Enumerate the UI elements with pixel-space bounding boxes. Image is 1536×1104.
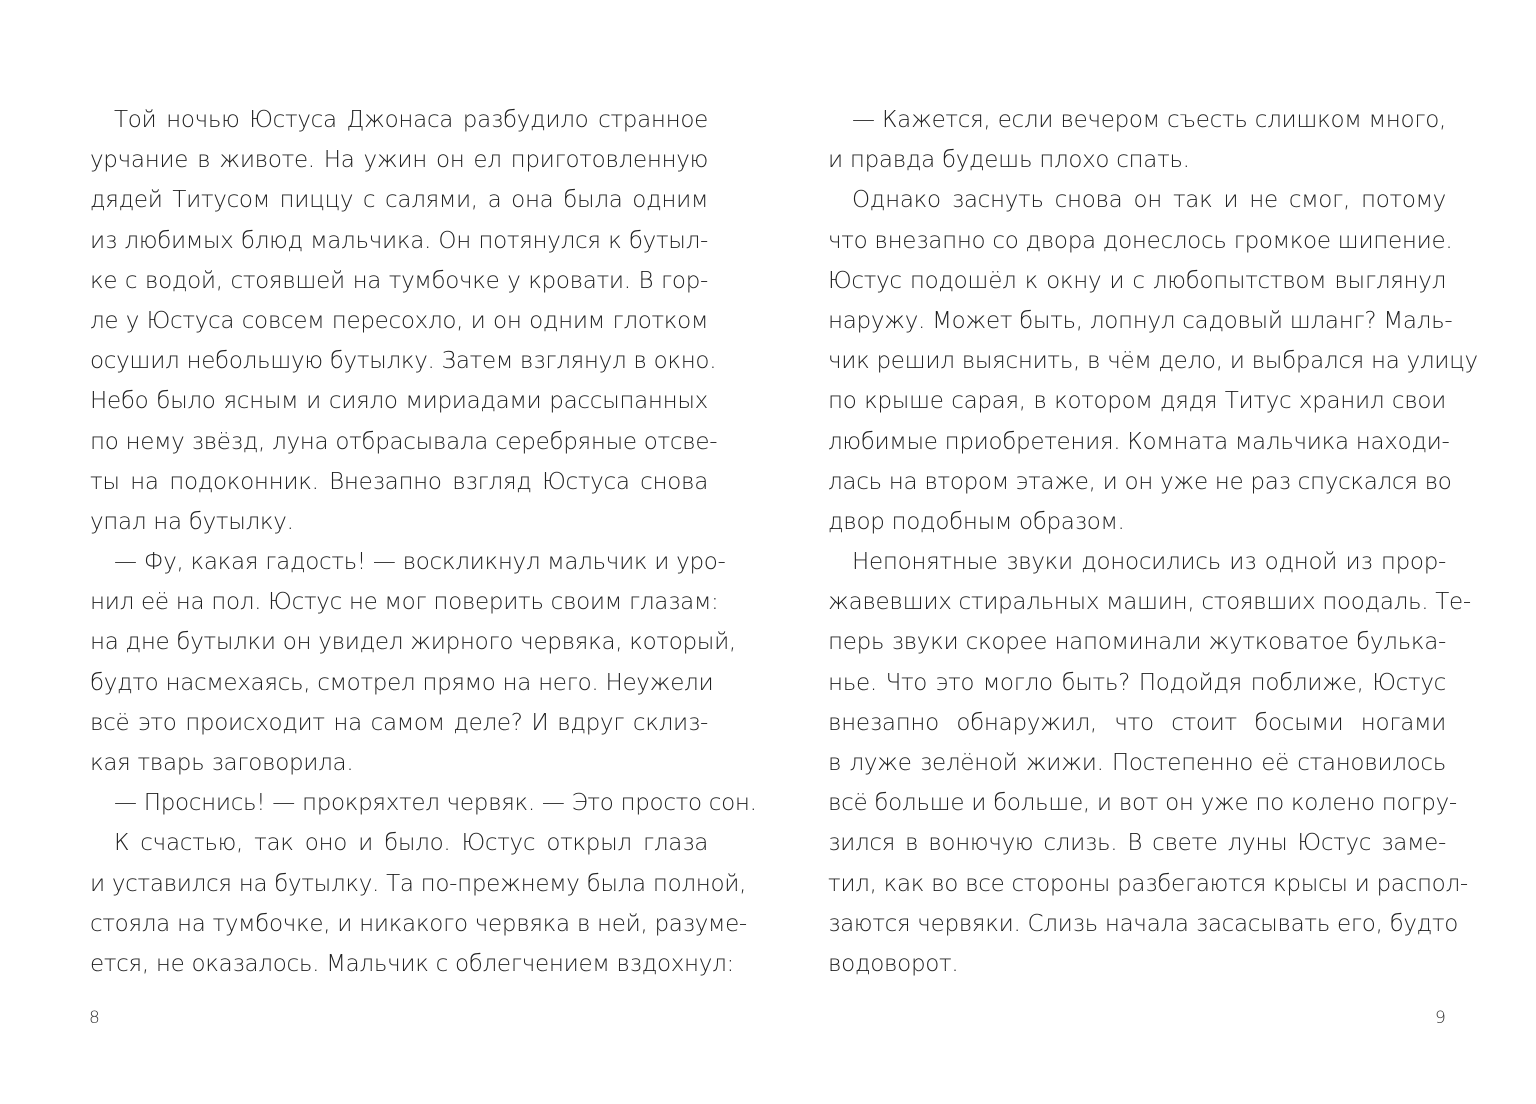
text-line: упал на бутылку. (90, 508, 294, 535)
text-line: наружу. Может быть, лопнул садовый шланг? Маль- (828, 307, 1453, 334)
text-line: по нему звёзд, луна отбрасывала серебряные отсве- (90, 428, 718, 455)
text-line: Небо было ясным и сияло мириадами рассыпанных (90, 388, 708, 415)
right-page (768, 0, 1536, 1104)
text-line: лась на втором этаже, и он уже не раз спускался во (828, 468, 1452, 495)
text-line: двор подобным образом. (828, 508, 1125, 535)
text-line: и правда будешь плохо спать. (828, 147, 1190, 174)
text-line: нил её на пол. Юстус не мог поверить своим глазам: (90, 589, 719, 616)
text-line: тил, как во все стороны разбегаются крысы и распол- (828, 870, 1468, 897)
text-line: на дне бутылки он увидел жирного червяка, который, (90, 629, 736, 656)
text-line: по крыше сарая, в котором дядя Титус хранил свои (828, 388, 1446, 415)
text-line: Юстус подошёл к окну и с любопытством выглянул (828, 267, 1446, 294)
text-line: всё это происходит на самом деле? И вдруг склиз- (90, 709, 708, 736)
text-line: заются червяки. Слизь начала засасывать его, будто (828, 910, 1459, 937)
text-line: Той ночью Юстуса Джонаса разбудило странное (114, 107, 708, 133)
text-line: ты на подоконник. Внезапно взгляд Юстуса снова (90, 468, 708, 495)
text-line: стояла на тумбочке, и никакого червяка в ней, разуме- (90, 910, 747, 937)
text-line: зился в вонючую слизь. В свете луны Юстус заме- (828, 830, 1446, 857)
text-line: ке с водой, стоявшей на тумбочке у кровати. В гор- (90, 267, 708, 294)
text-line: ется, не оказалось. Мальчик с облегчением вздохнул: (90, 950, 734, 977)
text-line: перь звуки скорее напоминали жутковатое булька- (828, 629, 1446, 656)
text-line: кая тварь заговорила. (90, 750, 354, 776)
text-line: водоворот. (828, 950, 959, 977)
text-line: всё больше и больше, и вот он уже по колено погру- (828, 790, 1457, 817)
text-line: внезапно обнаружил, что стоит босыми ногами (828, 709, 1446, 736)
text-line: дядей Титусом пиццу с салями, а она была одним (90, 187, 708, 214)
text-line: любимые приобретения. Комната мальчика находи- (828, 428, 1450, 455)
text-line: чик решил выяснить, в чём дело, и выбрался на улицу (828, 348, 1478, 375)
text-line: — Фу, какая гадость! — воскликнул мальчик и уро- (114, 549, 726, 576)
text-line: осушил небольшую бутылку. Затем взглянул в окно. (90, 348, 717, 375)
text-line: будто насмехаясь, смотрел прямо на него. Неужели (90, 669, 714, 696)
text-line: К счастью, так оно и было. Юстус открыл глаза (114, 830, 708, 857)
text-line: и уставился на бутылку. Та по-прежнему была полной, (90, 870, 747, 897)
text-line: из любимых блюд мальчика. Он потянулся к бутыл- (90, 227, 708, 254)
text-line: — Кажется, если вечером съесть слишком много, (852, 107, 1446, 133)
text-line: ле у Юстуса совсем пересохло, и он одним глотком (90, 307, 708, 334)
text-line: урчание в животе. На ужин он ел приготовленную (90, 147, 708, 174)
text-line: в луже зелёной жижи. Постепенно её становилось (828, 750, 1446, 776)
text-line: жавевших стиральных машин, стоявших поодаль. Те- (828, 589, 1471, 616)
right-page-text (828, 100, 1478, 984)
text-line: нье. Что это могло быть? Подойдя поближе, Юстус (828, 669, 1446, 696)
text-line: — Проснись! — прокряхтел червяк. — Это просто сон. (114, 790, 757, 817)
page-number-right: 9 (1435, 1008, 1446, 1028)
left-page-text (90, 100, 757, 984)
text-line: Непонятные звуки доносились из одной из прор- (852, 549, 1446, 576)
page-number-left: 8 (89, 1008, 100, 1028)
text-line: что внезапно со двора донеслось громкое шипение. (828, 227, 1453, 254)
text-line: Однако заснуть снова он так и не смог, потому (852, 187, 1446, 214)
